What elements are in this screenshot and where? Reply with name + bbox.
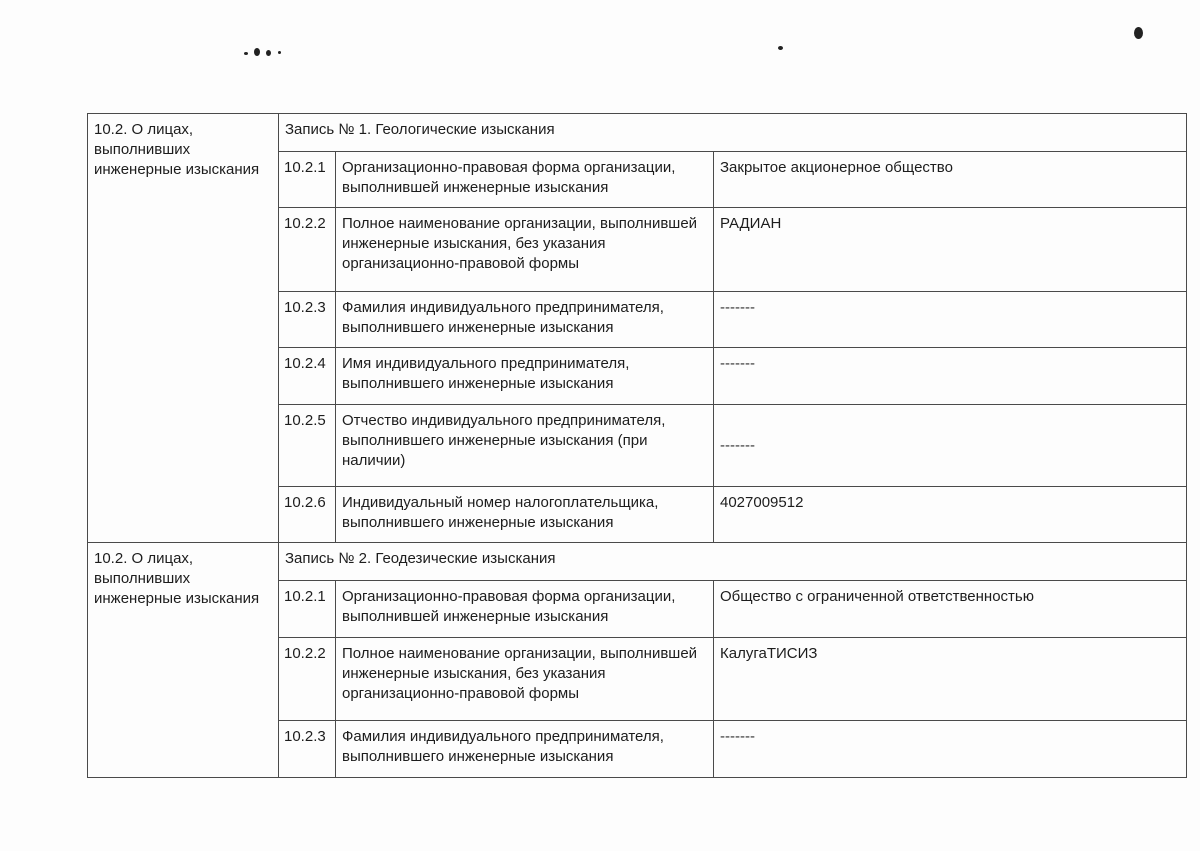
record-header-row [88, 114, 1187, 152]
row-value: 4027009512 [714, 487, 1187, 543]
section-label: 10.2. О лицах, выполнивших инженерные изыскания [88, 543, 279, 778]
row-number: 10.2.1 [279, 152, 336, 208]
scan-speck [278, 51, 281, 54]
row-number: 10.2.4 [279, 348, 336, 405]
scan-speck [244, 52, 248, 55]
row-label: Имя индивидуального предпринимателя, выполнившего инженерные изыскания [336, 348, 714, 405]
row-number: 10.2.2 [279, 208, 336, 292]
row-value: КалугаТИСИЗ [714, 638, 1187, 721]
scan-speck [254, 48, 260, 56]
row-number: 10.2.3 [279, 721, 336, 778]
row-label: Фамилия индивидуального предпринимателя, выполнившего инженерные изыскания [336, 292, 714, 348]
row-label: Полное наименование организации, выполнившей инженерные изыскания, без указания организационно-правовой формы [336, 638, 714, 721]
row-value: Общество с ограниченной ответственностью [714, 581, 1187, 638]
section-label: 10.2. О лицах, выполнивших инженерные изыскания [88, 114, 279, 543]
row-number: 10.2.1 [279, 581, 336, 638]
scan-speck [266, 50, 271, 56]
row-number: 10.2.6 [279, 487, 336, 543]
row-label: Организационно-правовая форма организации, выполнившей инженерные изыскания [336, 581, 714, 638]
row-label: Фамилия индивидуального предпринимателя, выполнившего инженерные изыскания [336, 721, 714, 778]
scan-speck [1134, 27, 1143, 39]
record-title: Запись № 1. Геологические изыскания [279, 114, 1187, 152]
row-label: Организационно-правовая форма организации, выполнившей инженерные изыскания [336, 152, 714, 208]
row-value: ------- [714, 405, 1187, 487]
row-label: Отчество индивидуального предпринимателя, выполнившего инженерные изыскания (при наличии) [336, 405, 714, 487]
record-title: Запись № 2. Геодезические изыскания [279, 543, 1187, 581]
scan-speck [778, 46, 783, 50]
row-label: Полное наименование организации, выполнившей инженерные изыскания, без указания организационно-правовой формы [336, 208, 714, 292]
row-value: Закрытое акционерное общество [714, 152, 1187, 208]
row-value: РАДИАН [714, 208, 1187, 292]
row-value: ------- [714, 348, 1187, 405]
investigators-table [87, 113, 1187, 778]
row-value: ------- [714, 292, 1187, 348]
row-number: 10.2.3 [279, 292, 336, 348]
row-label: Индивидуальный номер налогоплательщика, выполнившего инженерные изыскания [336, 487, 714, 543]
row-number: 10.2.2 [279, 638, 336, 721]
row-value: ------- [714, 721, 1187, 778]
row-number: 10.2.5 [279, 405, 336, 487]
record-header-row [88, 543, 1187, 581]
